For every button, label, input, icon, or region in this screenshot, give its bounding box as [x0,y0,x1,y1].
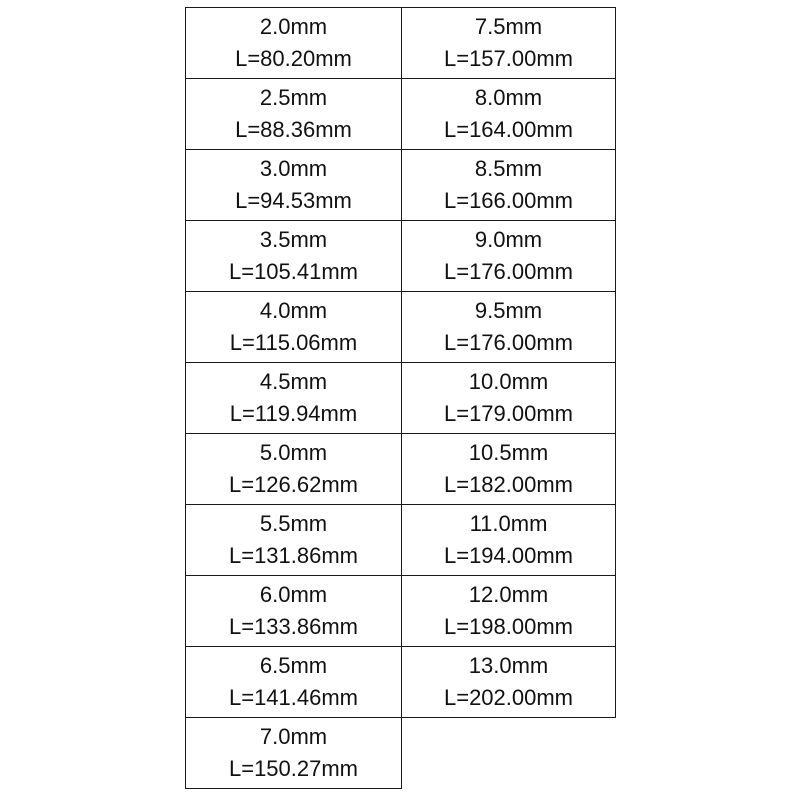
size-label: 3.5mm [259,227,328,252]
size-label: 5.5mm [259,511,328,536]
table-cell-left-10 [185,646,402,718]
length-label: L=182.00mm [443,472,574,497]
size-label: 2.5mm [259,85,328,110]
length-label: L=80.20mm [235,46,352,71]
length-label: L=105.41mm [228,259,359,284]
size-label: 12.0mm [468,582,549,607]
table-cell-right-1 [401,7,616,79]
size-label: 2.0mm [259,14,328,39]
table-cell-right-9 [401,575,616,647]
length-label: L=126.62mm [228,472,359,497]
size-length-table [185,7,615,793]
size-label: 9.0mm [474,227,543,252]
size-label: 8.0mm [474,85,543,110]
length-label: L=88.36mm [235,117,352,142]
length-label: L=166.00mm [443,188,574,213]
table-cell-right-8 [401,504,616,576]
size-label: 11.0mm [469,511,548,536]
length-label: L=176.00mm [443,259,574,284]
length-label: L=198.00mm [443,614,574,639]
table-cell-left-2 [185,78,402,150]
size-label: 7.5mm [474,14,543,39]
length-label: L=119.94mm [229,401,358,426]
table-cell-left-8 [185,504,402,576]
size-label: 8.5mm [474,156,543,181]
table-cell-left-7 [185,433,402,505]
length-label: L=179.00mm [443,401,574,426]
size-label: 7.0mm [259,724,328,749]
table-cell-left-11 [185,717,402,789]
size-label: 6.5mm [259,653,328,678]
table-cell-left-5 [185,291,402,363]
length-label: L=176.00mm [443,330,574,355]
table-cell-left-9 [185,575,402,647]
length-label: L=131.86mm [228,543,359,568]
table-cell-left-3 [185,149,402,221]
table-cell-right-10 [401,646,616,718]
length-label: L=157.00mm [443,46,574,71]
length-label: L=94.53mm [235,188,352,213]
table-cell-right-7 [401,433,616,505]
size-label: 6.0mm [259,582,328,607]
length-label: L=194.00mm [443,543,574,568]
table-cell-left-1 [185,7,402,79]
size-label: 10.0mm [468,369,549,394]
table-cell-right-2 [401,78,616,150]
length-label: L=141.46mm [228,685,359,710]
table-cell-right-5 [401,291,616,363]
length-label: L=115.06mm [229,330,358,355]
size-label: 13.0mm [468,653,549,678]
size-label: 5.0mm [259,440,328,465]
table-cell-left-6 [185,362,402,434]
length-label: L=164.00mm [443,117,574,142]
length-label: L=202.00mm [443,685,574,710]
size-label: 10.5mm [468,440,549,465]
table-cell-right-4 [401,220,616,292]
length-label: L=150.27mm [228,756,359,781]
size-label: 4.5mm [259,369,328,394]
size-label: 9.5mm [474,298,543,323]
table-cell-right-3 [401,149,616,221]
size-label: 4.0mm [259,298,328,323]
table-cell-right-6 [401,362,616,434]
table-cell-left-4 [185,220,402,292]
length-label: L=133.86mm [228,614,359,639]
size-label: 3.0mm [259,156,328,181]
